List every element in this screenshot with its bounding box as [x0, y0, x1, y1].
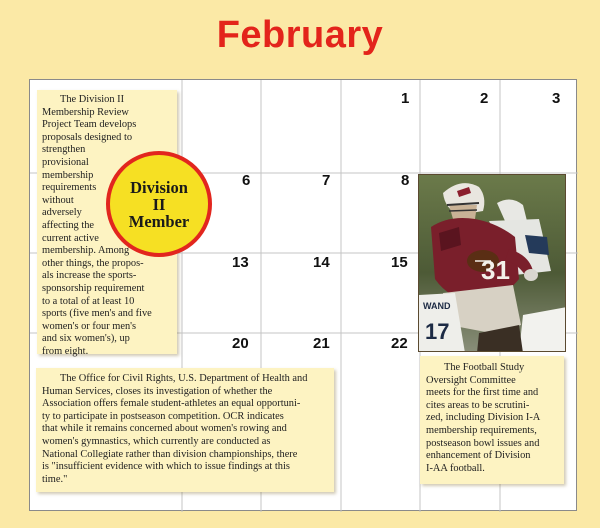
badge-text: Division II Member — [128, 177, 190, 231]
football-player-illustration — [419, 175, 566, 352]
day-8: 8 — [401, 172, 410, 189]
note-civil-rights-text: The Office for Civil Rights, U.S. Department of Health and Human Services, closes its investigation of whether the Association offers female student-athletes an equal opportuni- ty to participate in postseason competition. OCR indicates that while it remains concerned about women's rowing and women's gymnastics, which currently are conducted as National Collegiate rather than division championships, there is "insufficient evidence with which to issue findings at this time." — [42, 373, 308, 485]
note-civil-rights — [36, 368, 334, 492]
day-6: 6 — [242, 172, 251, 189]
day-1: 1 — [401, 90, 410, 107]
note-membership-review-text: The Division II Membership Review Project Team develops proposals designed to strengthen provisional membership requirements without adversely affecting the current active membership. Among other things, the propos- als increase the sports- sponsorship requirement to a total of at least 10 sports (five men's and five women's or four men's and six women's), up from eight. — [42, 94, 152, 357]
day-2: 2 — [480, 90, 489, 107]
day-22: 22 — [391, 335, 408, 352]
day-13: 13 — [232, 254, 249, 271]
day-14: 14 — [313, 254, 330, 271]
day-7: 7 — [322, 172, 331, 189]
day-21: 21 — [313, 335, 330, 352]
month-title: February — [216, 14, 384, 56]
background-nameplate: WAND — [423, 301, 451, 311]
day-3: 3 — [552, 90, 561, 107]
football-photo — [418, 174, 566, 352]
note-football-study-text: The Football Study Oversight Committee meets for the first time and cites areas to be scrutini- zed, including Division I-A membership requirements, postseason bowl issues and enhancement of Division I-AA football. — [426, 362, 541, 474]
day-15: 15 — [391, 254, 408, 271]
note-football-study — [420, 356, 564, 484]
day-20: 20 — [232, 335, 249, 352]
division-ii-member-badge — [106, 151, 212, 257]
jersey-number: 31 — [481, 255, 510, 285]
background-jersey-number: 17 — [425, 319, 450, 344]
